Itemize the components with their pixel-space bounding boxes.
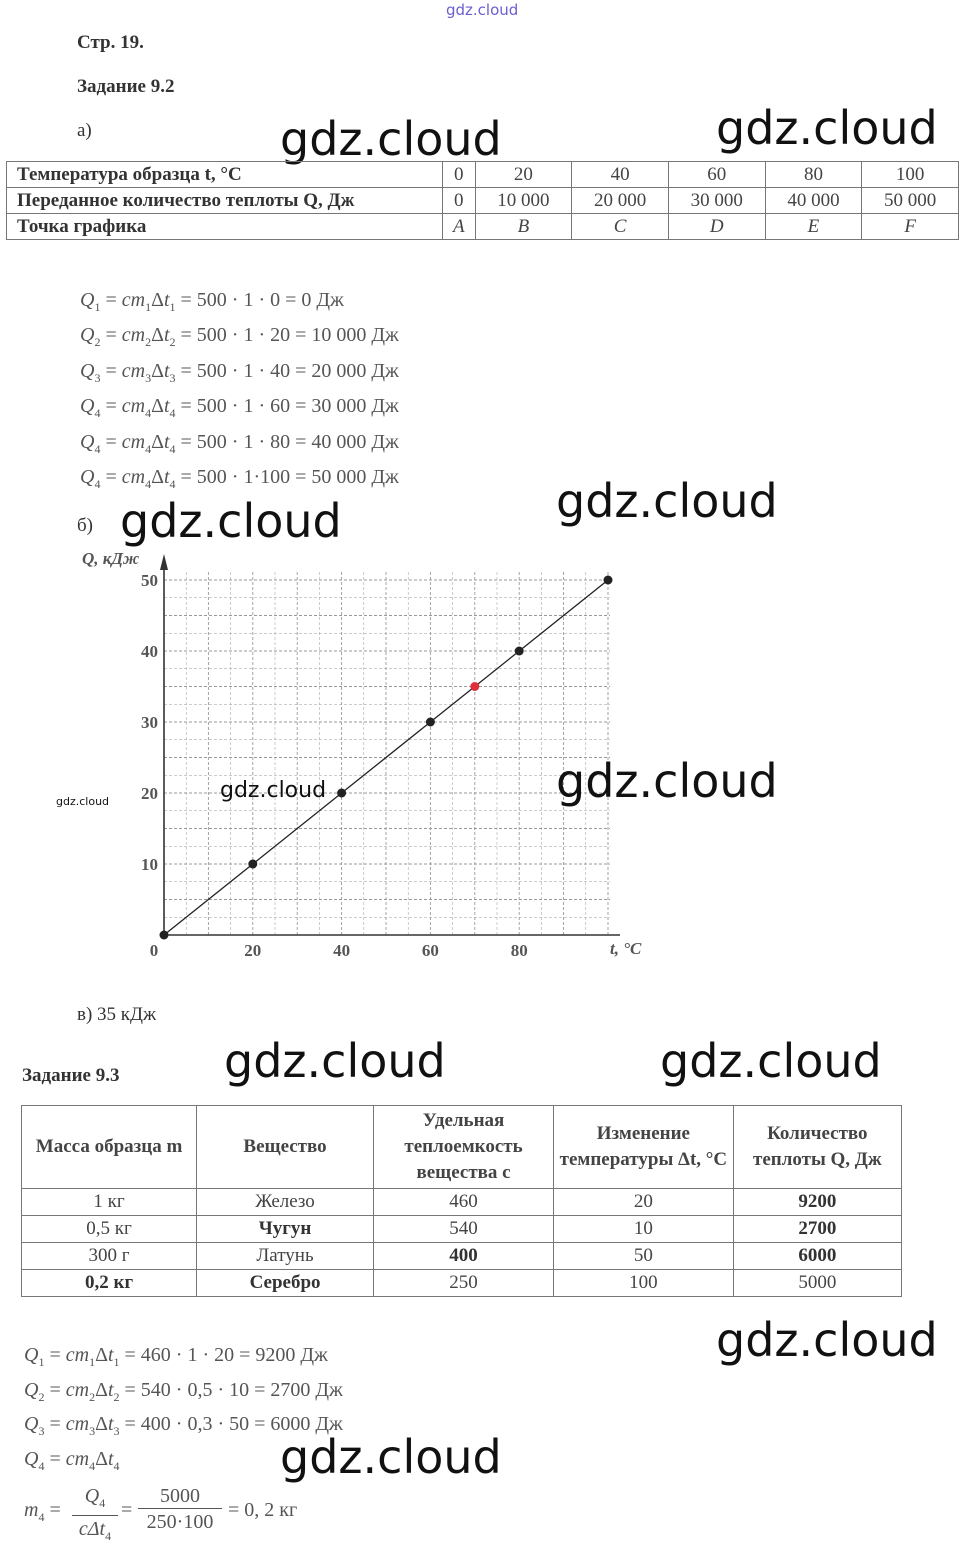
table-row	[7, 188, 959, 214]
mass-index: 4	[38, 1510, 45, 1524]
table-cell: F	[862, 214, 959, 240]
page-label: Стр. 19.	[77, 32, 144, 53]
watermark: gdz.cloud	[660, 1034, 882, 1088]
formula-dt: Δt	[151, 289, 170, 311]
watermark: gdz.cloud	[120, 494, 342, 548]
formula-index: 4	[169, 477, 176, 491]
table-cell: 5000	[733, 1270, 901, 1297]
formula-rhs: = 500 · 1 · 20 = 10 000 Дж	[180, 324, 399, 347]
formula-index: 2	[113, 1389, 120, 1404]
table-cell: 40	[572, 162, 669, 188]
table-cell: 40 000	[765, 188, 862, 214]
formula-dt: Δt	[95, 1447, 114, 1470]
data-point	[604, 576, 613, 585]
x-tick-label: 60	[421, 941, 439, 960]
x-tick-label: 20	[244, 941, 262, 960]
formula-index: 2	[89, 1389, 96, 1404]
formula-rhs: = 500 · 1 · 80 = 40 000 Дж	[180, 430, 399, 453]
formula-index: 1	[145, 300, 152, 314]
x-tick-label: 0	[149, 941, 159, 960]
formula-line: $Q_1 = cm_1\Delta t_1 = 460 \cdot 1 \cdot 20 = 9200$ Дж	[24, 1344, 328, 1369]
watermark: gdz.cloud	[556, 474, 778, 528]
formula-dt: Δt	[95, 1413, 114, 1435]
table-row	[22, 1216, 902, 1243]
formula-index: 4	[94, 441, 101, 456]
formula-rhs: = 500 · 1 · 40 = 20 000 Дж	[180, 359, 399, 382]
formula-symbol: Q	[80, 359, 95, 382]
mass-symbol: m	[24, 1499, 39, 1521]
table-cell: 300 г	[22, 1243, 197, 1270]
table-9-2	[6, 161, 959, 240]
table-cell: 0,2 кг	[22, 1270, 197, 1297]
formula-index: 3	[169, 370, 176, 385]
part-b-label: б)	[77, 515, 93, 536]
formula-index: 2	[169, 335, 176, 350]
x-tick-label: 40	[333, 941, 351, 960]
table-row	[22, 1189, 902, 1216]
fraction-symbolic	[72, 1484, 118, 1549]
table-cell: 20 000	[572, 188, 669, 214]
table-cell: 20	[475, 162, 572, 188]
formula-rhs: = 460 · 1 · 20 = 9200 Дж	[124, 1344, 328, 1366]
formula-dt: Δt	[95, 1344, 114, 1366]
watermark: gdz.cloud	[280, 1430, 502, 1484]
table-cell: 50 000	[862, 188, 959, 214]
formula-line: $Q_2 = cm_2\Delta t_2 = 540 \cdot 0,5 \cdot 10 = 2700$ Дж	[24, 1378, 343, 1404]
table-cell: 6000	[733, 1243, 901, 1270]
x-tick-label: 80	[510, 941, 528, 960]
table-cell: 540	[374, 1216, 554, 1243]
column-header: Количество теплоты Q, Дж	[733, 1106, 901, 1189]
table-cell: 50	[554, 1243, 734, 1270]
formula-index: 1	[169, 300, 176, 314]
task-9-2-title: Задание 9.2	[77, 76, 175, 97]
table-cell: 9200	[733, 1189, 901, 1216]
y-tick-label: 20	[141, 784, 158, 803]
formula-line: $Q_2 = cm_2\Delta t_2 = 500 \cdot 1 \cdot 20 = 10$ 000 Дж	[80, 324, 399, 350]
task-9-3-title: Задание 9.3	[22, 1065, 120, 1086]
formula-dt: Δt	[151, 430, 170, 453]
watermark: gdz.cloud	[556, 754, 778, 808]
table-row	[22, 1270, 902, 1297]
formula-rhs: = 400 · 0,3 · 50 = 6000 Дж	[124, 1413, 343, 1435]
fraction-numeric	[138, 1484, 222, 1535]
table-cell: 60	[668, 162, 765, 188]
data-point	[426, 718, 435, 727]
table-row	[7, 214, 959, 240]
formula-index: 3	[113, 1424, 120, 1438]
table-cell: 100	[862, 162, 959, 188]
formula-rhs: = 500 · 1·100 = 50 000 Дж	[180, 466, 399, 488]
column-header: Изменение температуры Δt, °C	[554, 1106, 734, 1189]
y-axis-arrow	[160, 554, 168, 570]
column-header: Масса образца m	[22, 1106, 197, 1189]
y-tick-label: 50	[141, 571, 158, 590]
formula-rhs: = 500 · 1 · 60 = 30 000 Дж	[180, 395, 399, 418]
fraction-den-value: 250·100	[146, 1511, 214, 1533]
column-header: Удельная теплоемкость вещества c	[374, 1106, 554, 1189]
formula-index: 2	[145, 335, 152, 350]
formula-line: $Q_4 = cm_4\Delta t_4 = 500 \cdot 1 \cdot 60 = 30$ 000 Дж	[80, 395, 399, 421]
x-axis-label: t, °C	[610, 939, 642, 958]
y-tick-label: 10	[141, 855, 158, 874]
formula-dt: Δt	[151, 466, 170, 488]
watermark: gdz.cloud	[220, 778, 327, 803]
part-a-label: а)	[77, 120, 92, 141]
part-v-answer: в) 35 кДж	[77, 1004, 157, 1025]
formula-cm: cm	[121, 289, 146, 311]
data-point	[248, 860, 257, 869]
formula-cm: cm	[65, 1344, 90, 1366]
formula-symbol: Q	[80, 466, 95, 488]
table-cell: 250	[374, 1270, 554, 1297]
formula-line: $Q_3 = cm_3\Delta t_3 = 400 \cdot 0,3 \cdot 50 = 6000$ Дж	[24, 1413, 343, 1438]
formula-index: 1	[113, 1355, 120, 1369]
formula-cm: cm	[65, 1378, 90, 1401]
table-cell: 0	[443, 162, 476, 188]
table-cell: Серебро	[197, 1270, 374, 1297]
formula-index: 3	[89, 1424, 96, 1438]
formula-dt: Δt	[151, 324, 170, 347]
formula-line: $Q_3 = cm_3\Delta t_3 = 500 \cdot 1 \cdot 40 = 20$ 000 Дж	[80, 359, 399, 385]
formula-rhs: = 540 · 0,5 · 10 = 2700 Дж	[124, 1378, 343, 1401]
formula-cm: cm	[121, 359, 146, 382]
formula-index: 3	[94, 370, 101, 385]
table-cell: A	[443, 214, 476, 240]
table-cell: 1 кг	[22, 1189, 197, 1216]
formula-index: 4	[89, 1458, 96, 1473]
fraction-num-index: 4	[99, 1496, 106, 1510]
watermark: gdz.cloud	[716, 101, 938, 155]
table-cell: C	[572, 214, 669, 240]
row-header: Точка графика	[7, 214, 443, 240]
formula-index: 4	[169, 441, 176, 456]
watermark: gdz.cloud	[280, 112, 502, 166]
formula-rhs: = 500 · 1 · 0 = 0 Дж	[180, 289, 344, 311]
table-cell: E	[765, 214, 862, 240]
formula-index: 4	[169, 406, 176, 421]
formula-index: 1	[89, 1355, 96, 1369]
formula-cm: cm	[65, 1447, 90, 1470]
table-cell: 0,5 кг	[22, 1216, 197, 1243]
table-cell: 80	[765, 162, 862, 188]
row-header: Переданное количество теплоты Q, Дж	[7, 188, 443, 214]
table-cell: 0	[443, 188, 476, 214]
fraction-den: cΔt	[78, 1518, 106, 1540]
formula-line: $Q_4 = cm_4\Delta t_4 = 500 \cdot 1 \cdot 80 = 40$ 000 Дж	[80, 430, 399, 456]
mass-formula-lhs: $m_4$ =	[24, 1499, 61, 1524]
watermark: gdz.cloud	[224, 1034, 446, 1088]
table-cell: B	[475, 214, 572, 240]
formula-index: 4	[145, 406, 152, 421]
formula-index: 4	[94, 406, 101, 421]
formula-cm: cm	[121, 395, 146, 418]
table-cell: 20	[554, 1189, 734, 1216]
formula-cm: cm	[121, 430, 146, 453]
formula-dt: Δt	[151, 359, 170, 382]
formula-cm: cm	[121, 466, 146, 488]
formula-index: 1	[38, 1355, 45, 1369]
row-header: Температура образца t, °C	[7, 162, 443, 188]
formula-index: 4	[113, 1458, 120, 1473]
data-point	[337, 789, 346, 798]
data-point	[515, 647, 524, 656]
fraction-num-value: 5000	[138, 1484, 222, 1509]
formula-symbol: Q	[80, 395, 95, 418]
table-cell: 30 000	[668, 188, 765, 214]
formula-index: 1	[94, 300, 101, 314]
formula-index: 4	[38, 1458, 45, 1473]
formula-index: 2	[94, 335, 101, 350]
formula-index: 4	[94, 477, 101, 491]
mass-result: = 0, 2 кг	[228, 1499, 298, 1521]
formula-index: 4	[145, 477, 152, 491]
formula-symbol: Q	[80, 430, 95, 453]
table-cell: 2700	[733, 1216, 901, 1243]
formula-index: 3	[145, 370, 152, 385]
table-cell: 10	[554, 1216, 734, 1243]
table-cell: D	[668, 214, 765, 240]
equals-sign: =	[121, 1499, 133, 1521]
formula-cm: cm	[121, 324, 146, 347]
table-cell: Латунь	[197, 1243, 374, 1270]
watermark: gdz.cloud	[56, 795, 110, 808]
fraction-den-index: 4	[105, 1529, 112, 1543]
formula-index: 3	[38, 1424, 45, 1438]
table-cell: Чугун	[197, 1216, 374, 1243]
table-row	[7, 162, 959, 188]
highlight-point	[470, 682, 479, 691]
watermark-top: gdz.cloud	[446, 1, 519, 19]
y-tick-label: 30	[141, 713, 158, 732]
table-9-3	[21, 1105, 902, 1297]
formula-line: $Q_4 = cm_4\Delta t_4$	[24, 1447, 120, 1473]
formula-dt: Δt	[151, 395, 170, 418]
table-cell: 100	[554, 1270, 734, 1297]
formula-symbol: Q	[24, 1413, 39, 1435]
formula-index: 4	[145, 441, 152, 456]
table-cell: 460	[374, 1189, 554, 1216]
table-cell: 10 000	[475, 188, 572, 214]
table-cell: Железо	[197, 1189, 374, 1216]
watermark: gdz.cloud	[716, 1313, 938, 1367]
formula-cm: cm	[65, 1413, 90, 1435]
formula-line: $Q_4 = cm_4\Delta t_4 = 500 \cdot 1\cdot 100 = 50$ 000 Дж	[80, 466, 399, 491]
y-axis-label: Q, кДж	[82, 549, 140, 568]
formula-symbol: Q	[24, 1344, 39, 1366]
column-header: Вещество	[197, 1106, 374, 1189]
table-row	[22, 1243, 902, 1270]
formula-symbol: Q	[24, 1447, 39, 1470]
y-tick-label: 40	[141, 642, 158, 661]
formula-symbol: Q	[24, 1378, 39, 1401]
data-point	[160, 931, 169, 940]
table-cell: 400	[374, 1243, 554, 1270]
fraction-num: Q	[84, 1485, 100, 1507]
formula-symbol: Q	[80, 324, 95, 347]
formula-line: $Q_1 = cm_1\Delta t_1 = 500 \cdot 1 \cdot 0 = 0$ Дж	[80, 289, 344, 314]
formula-symbol: Q	[80, 289, 95, 311]
formula-dt: Δt	[95, 1378, 114, 1401]
formula-index: 2	[38, 1389, 45, 1404]
